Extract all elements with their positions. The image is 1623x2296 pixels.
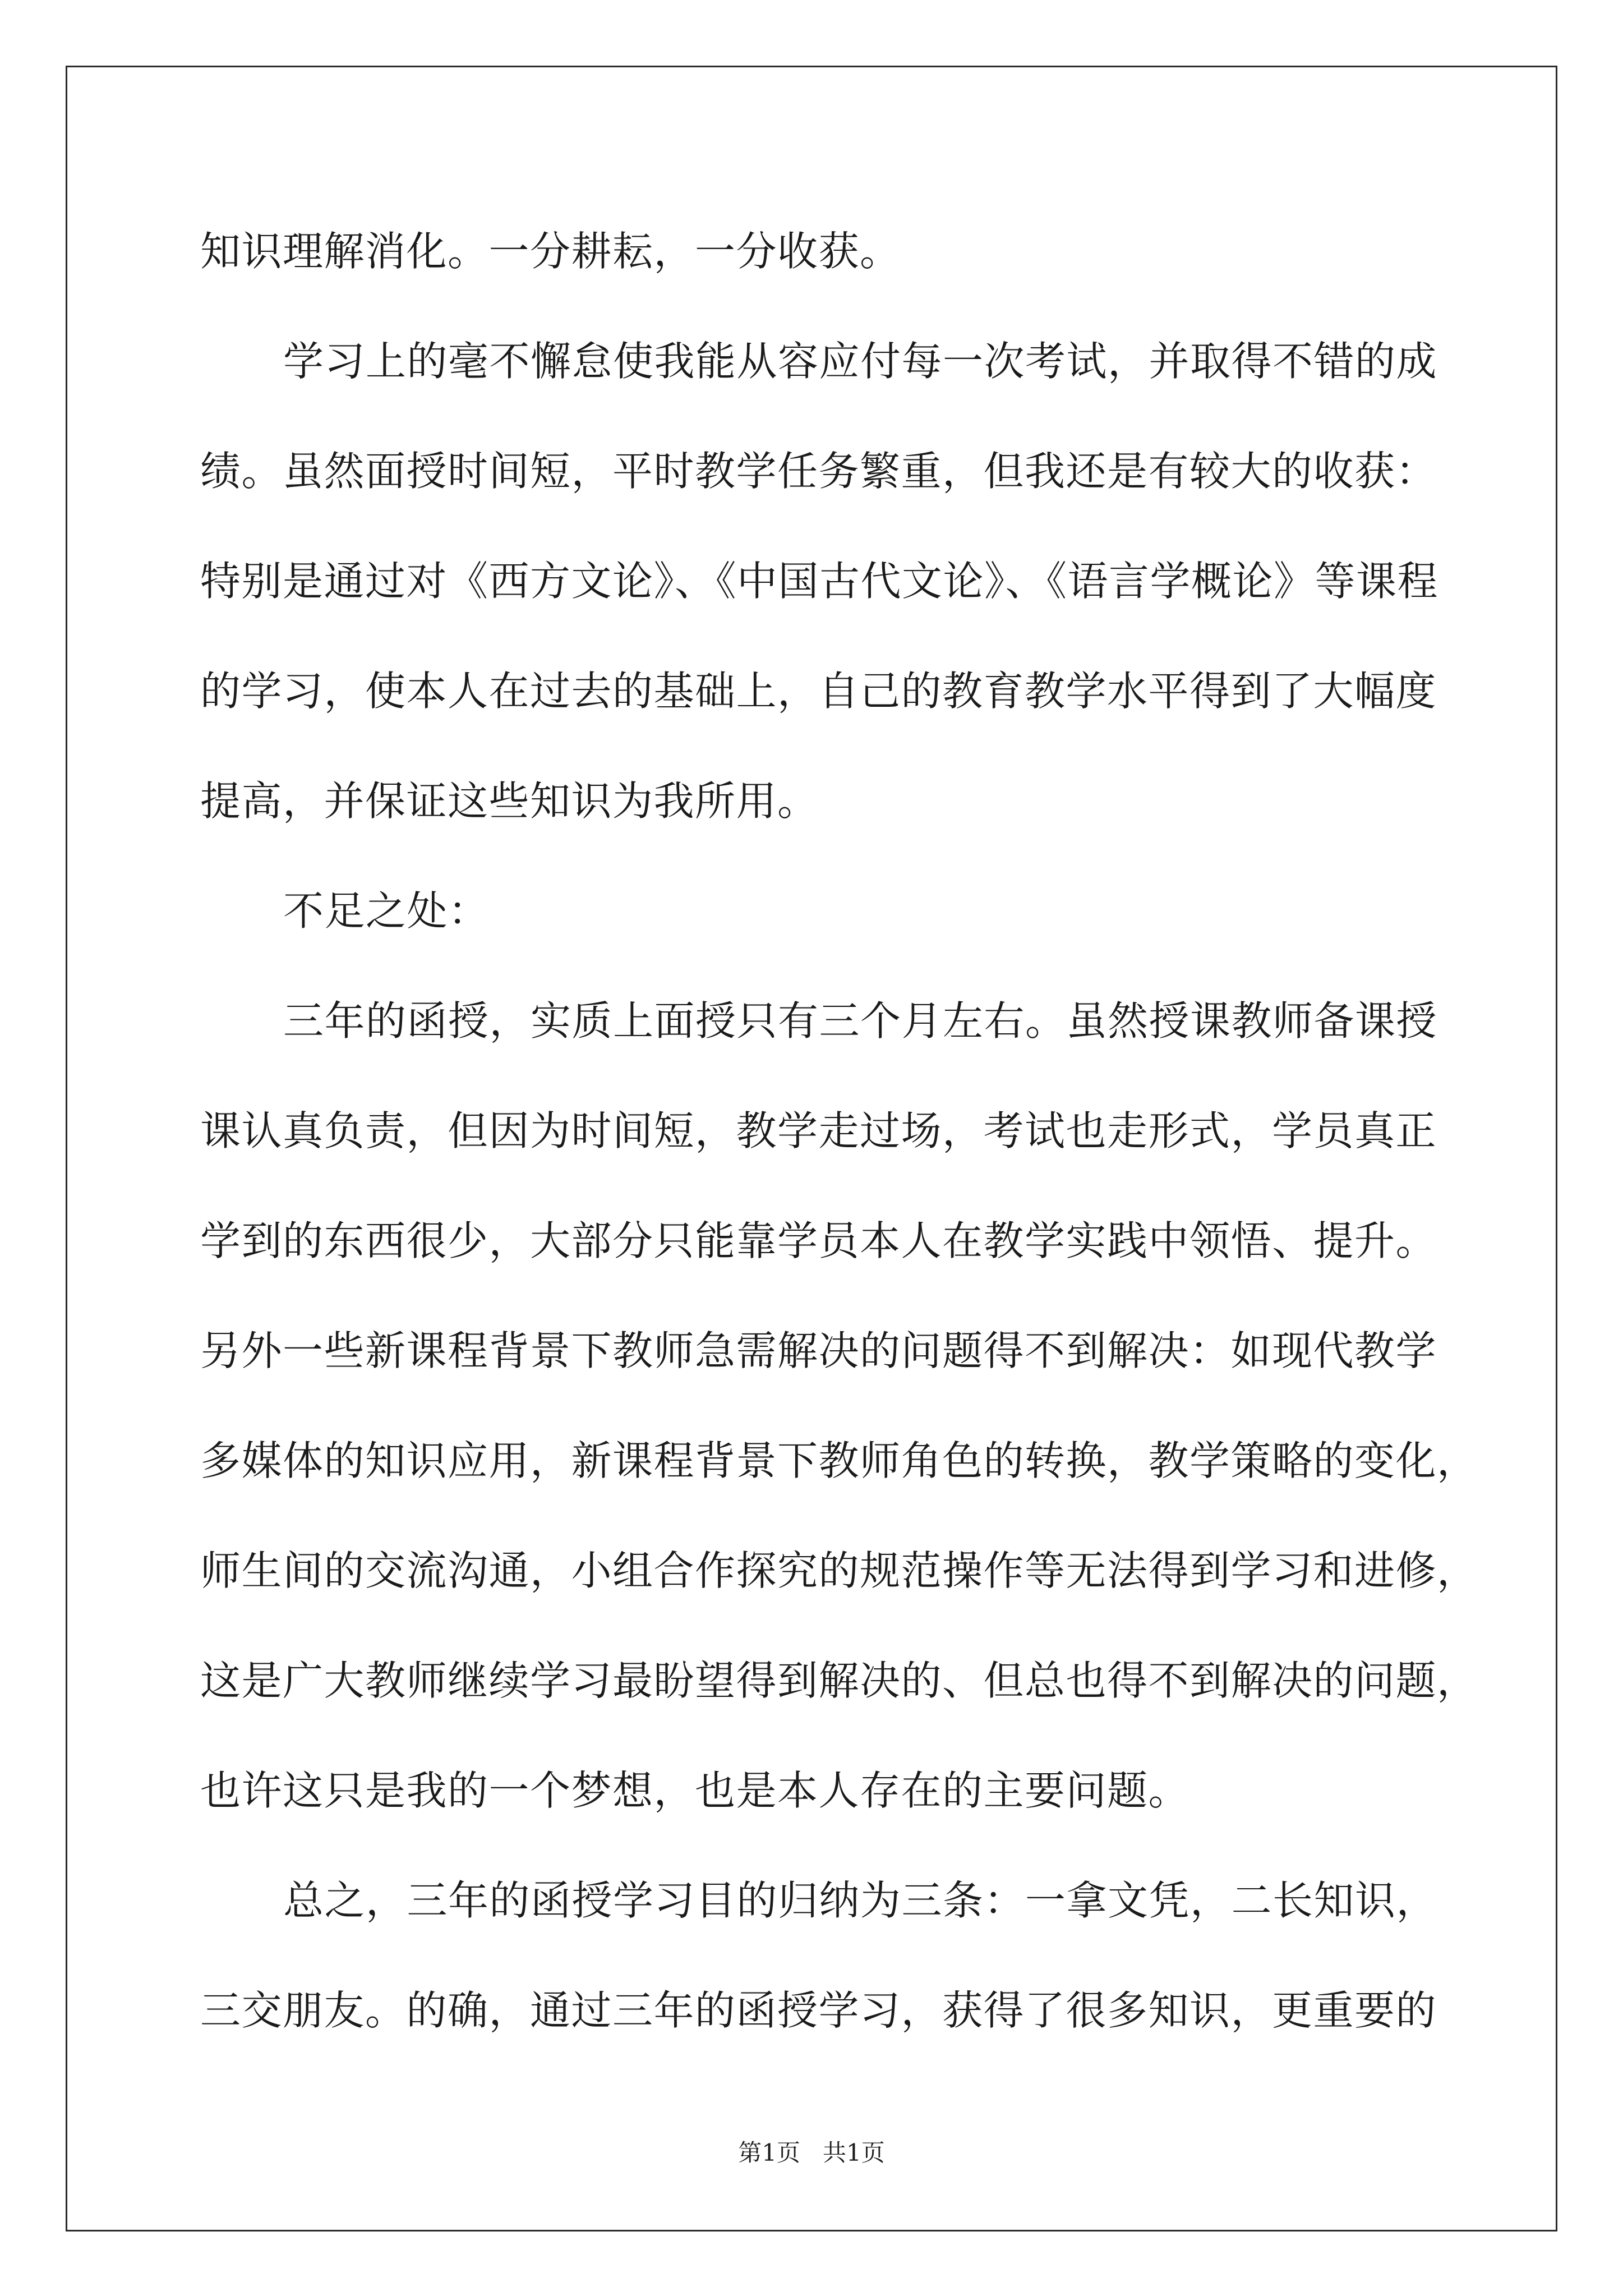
document-body — [200, 196, 1478, 2065]
text-line: 知识理解消化。一分耕耘，一分收获。 — [200, 228, 901, 275]
text-line: 学习上的毫不懈怠使我能从容应付每一次考试，并取得不错的成 — [283, 338, 1438, 385]
text-line: 学到的东西很少，大部分只能靠学员本人在教学实践中领悟、提升。 — [200, 1217, 1437, 1264]
text-line: 三交朋友。的确，通过三年的函授学习，获得了很多知识，更重要的 — [200, 1987, 1437, 2034]
text-line: 师生间的交流沟通，小组合作探究的规范操作等无法得到学习和进修， — [200, 1547, 1478, 1594]
page-total: 共1页 — [823, 2139, 885, 2166]
page-footer — [0, 2136, 1623, 2170]
text-line: 总之，三年的函授学习目的归纳为三条：一拿文凭，二长知识， — [283, 1877, 1438, 1924]
text-line: 的学习，使本人在过去的基础上，自己的教育教学水平得到了大幅度 — [200, 668, 1437, 715]
text-line: 提高，并保证这些知识为我所用。 — [200, 777, 819, 825]
text-line: 课认真负责，但因为时间短，教学走过场，考试也走形式，学员真正 — [200, 1107, 1437, 1154]
page-number: 第1页 — [738, 2139, 800, 2166]
text-line: 另外一些新课程背景下教师急需解决的问题得不到解决：如现代教学 — [200, 1327, 1437, 1374]
text-line: 也许这只是我的一个梦想，也是本人存在的主要问题。 — [200, 1767, 1190, 1814]
text-line: 三年的函授，实质上面授只有三个月左右。虽然授课教师备课授 — [283, 997, 1438, 1045]
text-line: 这是广大教师继续学习最盼望得到解决的、但总也得不到解决的问题， — [200, 1657, 1478, 1704]
text-line: 特别是通过对《西方文论》、《中国古代文论》、《语言学概论》等课程 — [200, 558, 1439, 605]
text-line: 不足之处： — [283, 887, 490, 935]
text-line: 绩。虽然面授时间短，平时教学任务繁重，但我还是有较大的收获： — [200, 448, 1437, 495]
text-line: 多媒体的知识应用，新课程背景下教师角色的转换，教学策略的变化， — [200, 1437, 1478, 1484]
